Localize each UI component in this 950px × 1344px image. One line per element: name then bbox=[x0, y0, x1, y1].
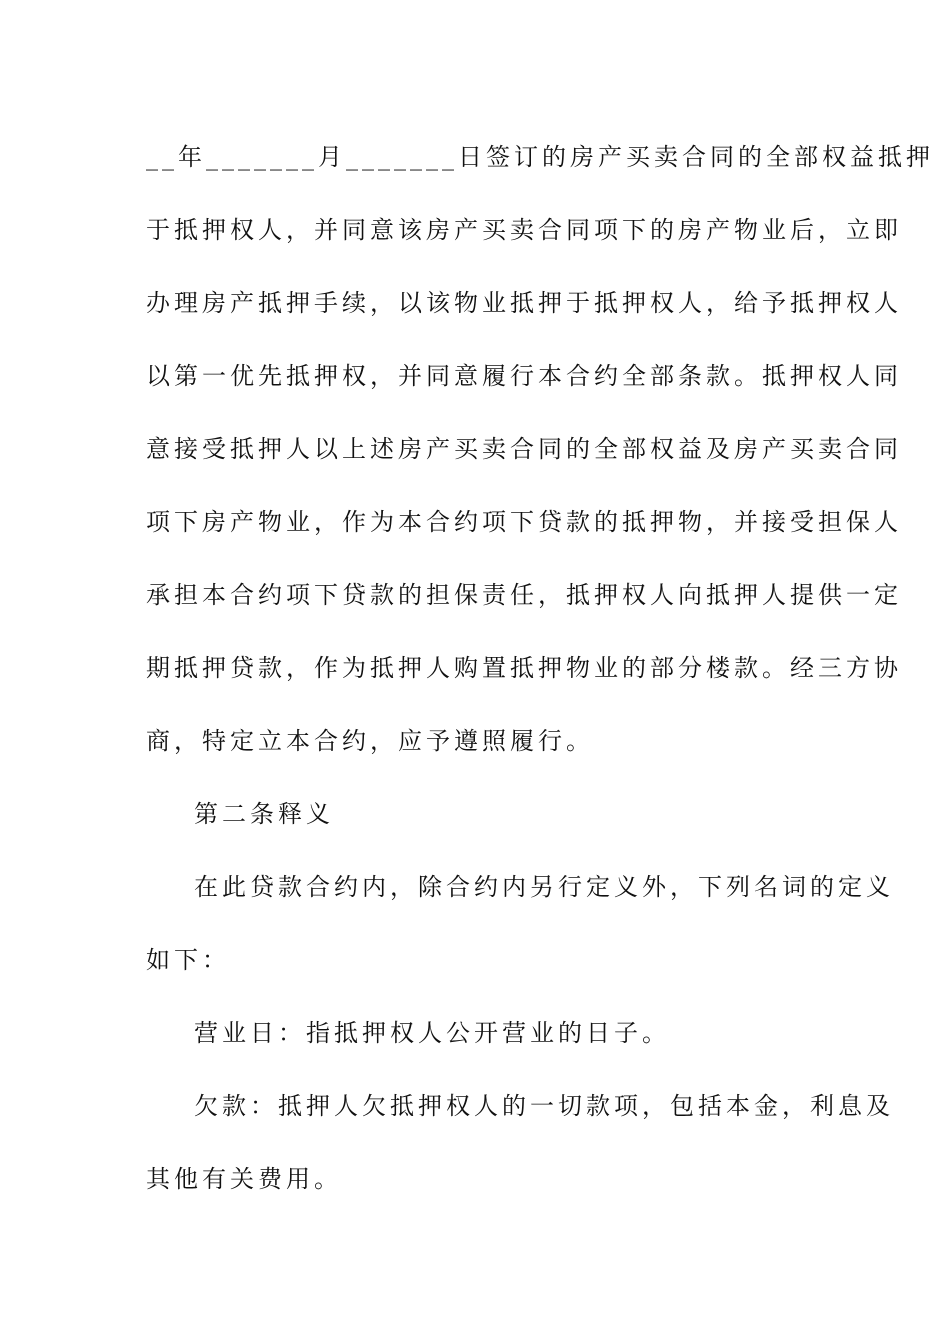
text-line: 于抵押权人，并同意该房产买卖合同项下的房产物业后，立即 bbox=[146, 216, 902, 244]
text-line: 承担本合约项下贷款的担保责任，抵押权人向抵押人提供一定 bbox=[146, 581, 902, 609]
text-line: 办理房产抵押手续，以该物业抵押于抵押权人，给予抵押权人 bbox=[146, 289, 902, 317]
contract-body bbox=[146, 131, 934, 1205]
text-line: 期抵押贷款，作为抵押人购置抵押物业的部分楼款。经三方协 bbox=[146, 654, 902, 682]
text-line: 项下房产物业，作为本合约项下贷款的抵押物，并接受担保人 bbox=[146, 508, 902, 536]
section-heading: 第二条释义 bbox=[194, 800, 334, 828]
definition-debt: 欠款：抵押人欠抵押权人的一切款项，包括本金，利息及 bbox=[194, 1092, 894, 1120]
text-line: 在此贷款合约内，除合约内另行定义外，下列名词的定义 bbox=[194, 873, 894, 901]
definition-business-day: 营业日：指抵押权人公开营业的日子。 bbox=[194, 1019, 670, 1047]
text-line: 意接受抵押人以上述房产买卖合同的全部权益及房产买卖合同 bbox=[146, 435, 902, 463]
text-line: 如下： bbox=[146, 946, 230, 974]
text-line: 其他有关费用。 bbox=[146, 1165, 342, 1193]
text-line: 以第一优先抵押权，并同意履行本合约全部条款。抵押权人同 bbox=[146, 362, 902, 390]
text-line: __年_______月_______日签订的房产买卖合同的全部权益抵押 bbox=[146, 143, 934, 171]
text-line: 商，特定立本合约，应予遵照履行。 bbox=[146, 727, 594, 755]
